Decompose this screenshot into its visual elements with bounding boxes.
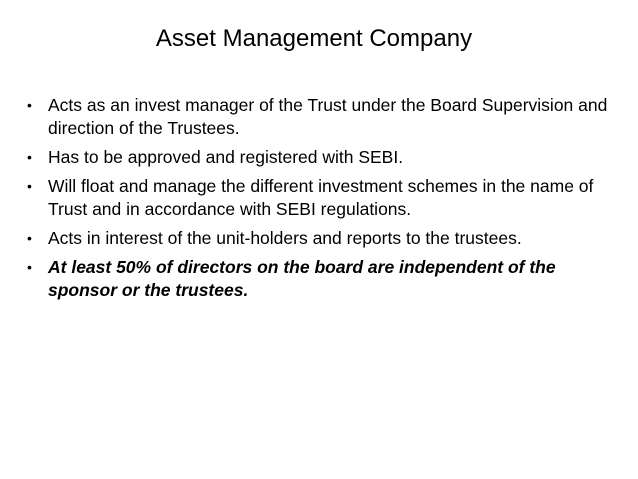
bullet-marker: • (27, 178, 32, 194)
bullet-text: Will float and manage the different investment schemes in the name of Trust and in accordance with SEBI regulations. (48, 176, 594, 219)
bullet-text: Acts in interest of the unit-holders and reports to the trustees. (48, 228, 522, 248)
bullet-item (26, 175, 616, 221)
bullet-text: Has to be approved and registered with SEBI. (48, 147, 404, 167)
bullet-text: At least 50% of directors on the board are independent of the sponsor or the trustees. (48, 257, 556, 300)
bullet-text: Acts as an invest manager of the Trust under the Board Supervision and direction of the Trustees. (48, 95, 608, 138)
bullet-list (26, 94, 616, 308)
slide-title: Asset Management Company (155, 25, 473, 52)
bullet-marker: • (27, 259, 32, 275)
bullet-item (26, 94, 616, 140)
bullet-marker: • (27, 97, 32, 113)
bullet-marker: • (27, 230, 32, 246)
bullet-marker: • (27, 149, 32, 165)
bullet-item (26, 227, 616, 250)
bullet-item (26, 146, 616, 169)
bullet-item-emphasized (26, 256, 616, 302)
